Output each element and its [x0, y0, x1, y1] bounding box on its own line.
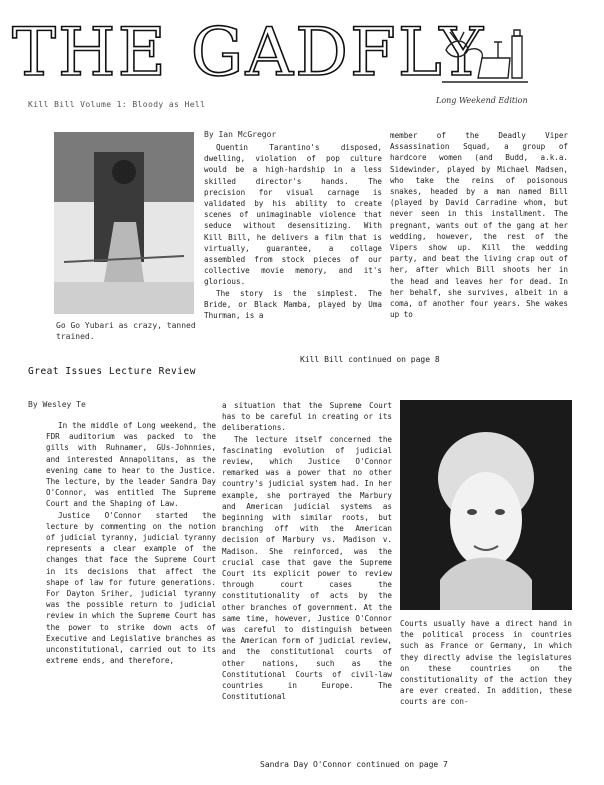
paragraph: Courts usually have a direct hand in the political process in countries such as France or Germany, in which they directly advise the legislatures on these countries on the constitutionality of the action they are ever created. In addition, these courts are con-	[400, 619, 572, 707]
lecture-byline: By Wesley Te	[28, 400, 86, 409]
portrait-photo	[400, 400, 572, 610]
lecture-column-2	[222, 400, 392, 760]
lecture-column-1	[46, 420, 216, 760]
lecture-column-3	[400, 618, 572, 760]
continued-note: Kill Bill continued on page 8	[300, 355, 440, 364]
continued-note: Sandra Day O'Connor continued on page 7	[260, 760, 448, 769]
edition-label: Long Weekend Edition	[436, 96, 528, 105]
paragraph: Justice O'Connor started the lecture by commenting on the notion of judicial tyranny, judicial tyranny represents a clear example of the changes that face the Supreme Court in its decisions that affect the shape of law for future generations. For Dayton Sriher, judicial tyranny was the possible return to judicial review in which the Supreme Court has the power to strike down acts of Executive and Legislative branches as unconstitutional, carried out to its extreme ends, and therefore,	[46, 510, 216, 666]
photo-caption: Go Go Yubari as crazy, tanned trained.	[56, 321, 196, 341]
paragraph: The story is the simplest. The Bride, or Black Mamba, played by Uma Thurman, is a	[204, 288, 382, 321]
feature-byline: By Ian McGregor	[204, 130, 277, 139]
paragraph: The lecture itself concerned the fascinating evolution of judicial review, which Justice O'Connor remarked was a power that no other country's judicial system had. In her example, she portrayed the Marbury and American judicial systems as beginning with similar roots, but branching off with the American decision of Marbury vs. Madison v. Madison. She reinforced, was the crucial case that gave the Supreme Court its explicit power to review through court cases the constitutionality of acts by the other branches of government. At the same time, however, Justice O'Connor was careful to distinguish between the American form of judicial review, and the constitutional courts of other nations, such as the Constitutional Courts of civil-law countries in Europe. The Constitutional	[222, 434, 392, 702]
feature-column-1	[204, 142, 382, 358]
paragraph: a situation that the Supreme Court has to be careful in creating or its deliberations.	[222, 401, 392, 433]
lecture-headline: Great Issues Lecture Review	[28, 366, 196, 377]
paragraph: Quentin Tarantino's disposed, dwelling, violation of pop culture would be a high-hardship in a less skilled director's hands. The precision for visual carnage is validated by his ability to create scenes of unimaginable violence that seduce without desensitizing. With Kill Bill, he delivers a film that is virtually, guarantee, a collage assembled from stock pieces of our collective movie memory, and it's glorious.	[204, 143, 382, 287]
masthead-title: THE GADFLY	[12, 14, 486, 91]
feature-column-2	[390, 130, 568, 360]
feature-photo	[54, 132, 194, 314]
issue-line: Kill Bill Volume 1: Bloody as Hell	[28, 100, 206, 109]
gadfly-illustration	[438, 28, 534, 92]
paragraph: In the middle of Long weekend, the FDR auditorium was packed to the gills with Ruhnamer, GUs-Johnnies, and interested Annapolitans, as the evening came to hear to the Justice. The lecture, by the leader Sandra Day O'Connor, was entitled The Supreme Court and the Shaping of Law.	[46, 421, 216, 509]
paragraph: member of the Deadly Viper Assassination Squad, a group of hardcore women (and Budd, a.k.a. Sidewinder, played by Michael Madsen, who take the reins of poisonous snakes, headed by a man named Bill (played by David Carradine whom, but never seen in this installment. The pregnant, wants out of the gang at her wedding, however, the rest of the Vipers show up. Kill the wedding party, and beat the living crap out of her, after which Bill shoots her in the head and leaves her for dead. In her behalf, she survives, albeit in a coma, of another four years. She wakes up to	[390, 131, 568, 320]
